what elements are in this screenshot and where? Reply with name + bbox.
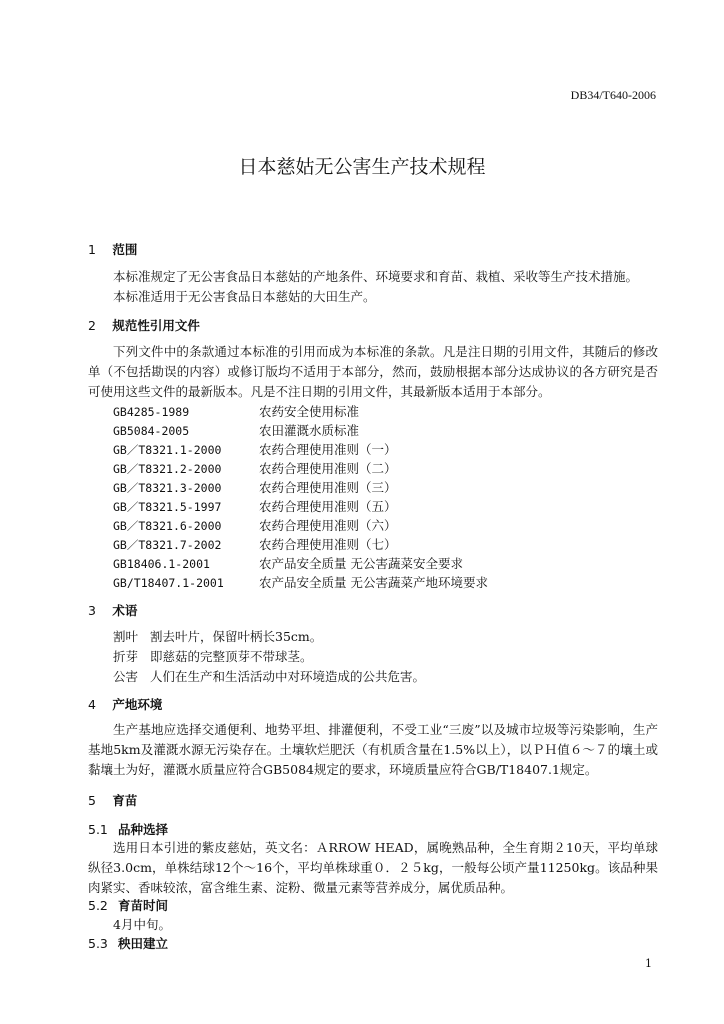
environment-paragraph: 生产基地应选择交通便利、地势平坦、排灌便利，不受工业“三废”以及城市垃圾等污染影响，生产基地5km及灌溉水源无污染存在。土壤软烂肥沃（有机质含量在1.5%以上），以ＰＨ值６～７的壤土或黏壤土为好，灌溉水质量应符合GB5084规定的要求，环境质量应符合GB/T18407.1规定。 [88,722,658,777]
reference-code: GB／T8321.5-1997 [113,500,222,514]
subsection-title: 秧田建立 [118,936,169,951]
scope-line-2: 本标准适用于无公害食品日本慈姑的大田生产。 [113,289,376,304]
section-number: 3 [88,603,96,618]
reference-code: GB／T8321.3-2000 [113,481,222,495]
standard-code: DB34/T640-2006 [570,88,656,102]
reference-code: GB5084-2005 [113,424,190,438]
section-number: 1 [88,242,96,257]
reference-row [113,402,359,420]
term-word: 公害 [113,669,139,684]
section-title: 产地环境 [112,697,163,712]
page-number: 1 [645,957,652,970]
term-definition: 即慈菇的完整顶芽不带球茎。 [150,649,313,664]
term-definition: 人们在生产和生活活动中对环境造成的公共危害。 [150,669,426,684]
subsection-title: 品种选择 [118,822,169,837]
subsection-heading-5-2 [88,896,168,914]
reference-name: 农田灌溉水质标准 [259,423,360,438]
reference-name: 农产品安全质量 无公害蔬菜产地环境要求 [259,575,488,590]
reference-row [113,573,488,591]
reference-code: GB／T8321.1-2000 [113,443,222,457]
section-number: 4 [88,697,96,712]
section-heading-5 [88,791,137,809]
reference-code: GB18406.1-2001 [113,557,210,571]
seedling-time-line: 4月中旬。 [113,917,171,932]
reference-name: 农药合理使用准则（六） [259,518,397,533]
term-row [113,647,313,665]
reference-row [113,421,359,439]
reference-name: 农药合理使用准则（七） [259,537,397,552]
reference-row [113,478,397,496]
section-heading-4 [88,695,162,713]
section-heading-1 [88,240,137,258]
subsection-number: 5.3 [88,936,108,951]
section-number: 5 [88,793,96,808]
reference-code: GB/T18407.1-2001 [113,576,224,590]
subsection-number: 5.2 [88,898,108,913]
term-word: 折芽 [113,649,139,664]
subsection-number: 5.1 [88,822,108,837]
scope-line-1: 本标准规定了无公害食品日本慈姑的产地条件、环境要求和育苗、栽植、采收等生产技术措施。 [113,269,639,284]
reference-code: GB／T8321.2-2000 [113,462,222,476]
term-word: 割叶 [113,629,139,644]
reference-code: GB4285-1989 [113,405,190,419]
term-row [113,667,425,685]
section-number: 2 [88,318,96,333]
document-title: 日本慈姑无公害生产技术规程 [238,156,486,178]
references-paragraph: 下列文件中的条款通过本标准的引用而成为本标准的条款。凡是注日期的引用文件，其随后的修改单（不包括勘误的内容）或修订版均不适用于本部分，然而，鼓励根据本部分达成协议的各方研究是否可使用这些文件的最新版本。凡是不注日期的引用文件，其最新版本适用于本部分。 [88,344,658,399]
section-heading-2 [88,316,200,334]
section-heading-3 [88,601,137,619]
reference-row [113,535,397,553]
section-title: 规范性引用文件 [112,318,200,333]
reference-row [113,440,397,458]
reference-row [113,497,397,515]
section-title: 育苗 [112,793,138,808]
section-title: 范围 [112,242,138,257]
reference-name: 农药安全使用标准 [259,404,360,419]
term-row [113,627,322,645]
term-definition: 割去叶片，保留叶柄长35cm。 [150,629,323,644]
reference-name: 农药合理使用准则（三） [259,480,397,495]
variety-paragraph: 选用日本引进的紫皮慈姑，英文名：ＡRROW HEAD，属晚熟品种，全生育期２10天，平均单球纵径3.0cm，单株结球12个～16个，平均单株球重０．２５kg，一般每公顷产量11250kg。该品种果肉紧实、香味较浓，富含维生素、淀粉、微量元素等营养成分，属优质品种。 [88,840,658,895]
reference-row [113,554,463,572]
subsection-heading-5-3 [88,934,168,952]
subsection-heading-5-1 [88,820,168,838]
reference-code: GB／T8321.7-2002 [113,538,222,552]
section-title: 术语 [112,603,138,618]
reference-row [113,516,397,534]
reference-name: 农药合理使用准则（五） [259,499,397,514]
reference-row [113,459,397,477]
subsection-title: 育苗时间 [118,898,169,913]
reference-code: GB／T8321.6-2000 [113,519,222,533]
reference-name: 农药合理使用准则（二） [259,461,397,476]
reference-name: 农产品安全质量 无公害蔬菜安全要求 [259,556,463,571]
reference-name: 农药合理使用准则（一） [259,442,397,457]
